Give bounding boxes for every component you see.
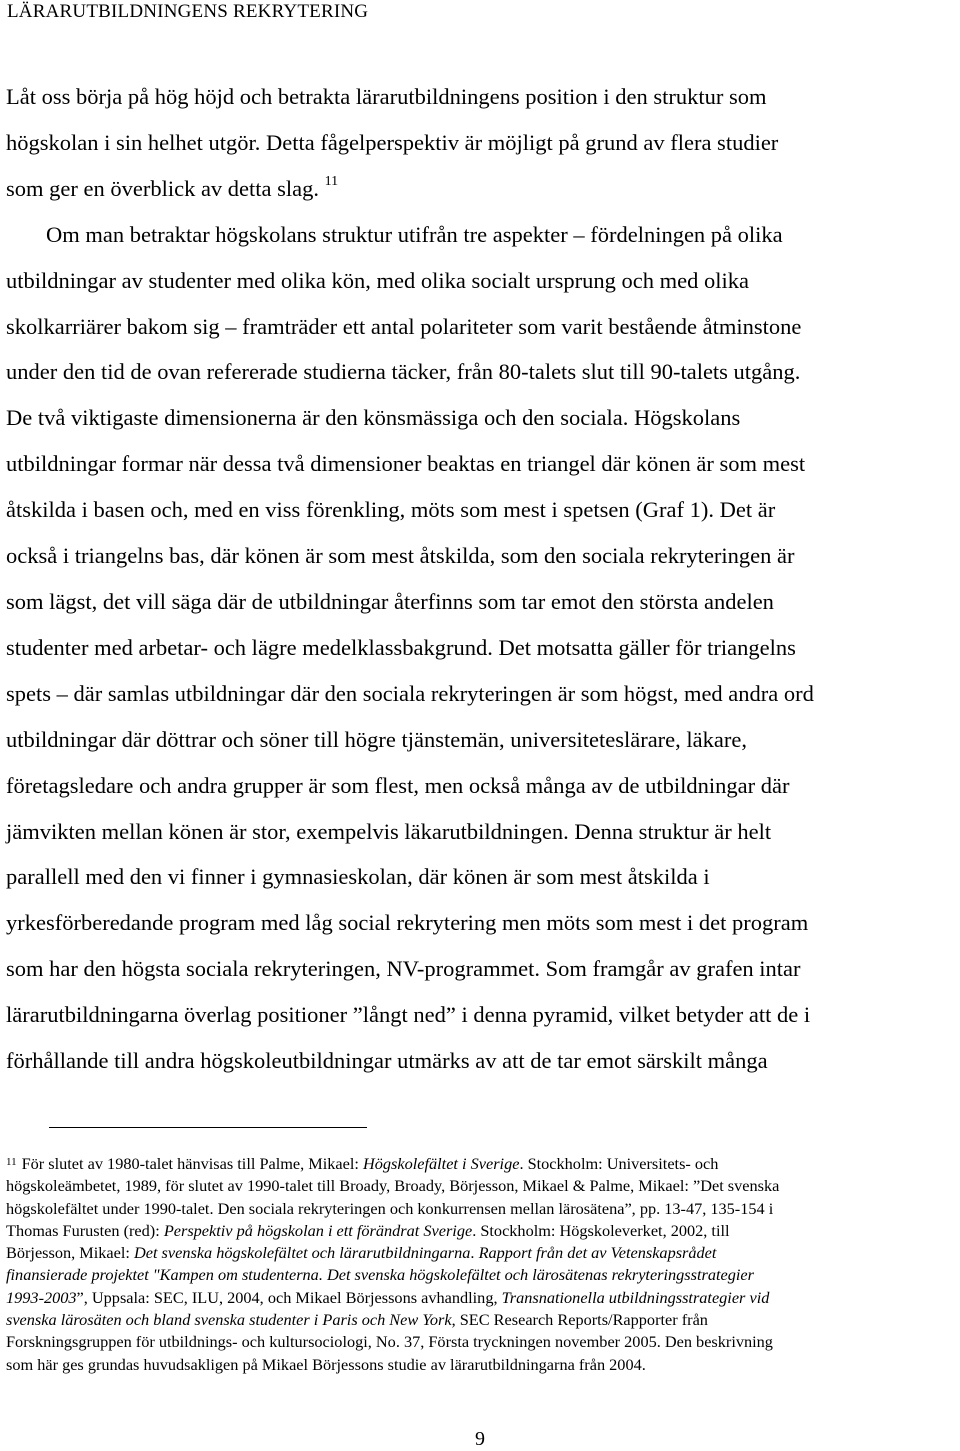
footnote-line: högskoleämbetet, 1989, för slutet av 1990-talet till Broady, Broady, Börjesson, Mikael & Palme, Mikael: ”Det svenska — [6, 1176, 780, 1196]
text-fragment: , SEC Research Reports/Rapporter från — [451, 1310, 708, 1330]
footnote-line — [6, 1309, 956, 1331]
book-title: Högskolefältet i Sverige — [363, 1154, 520, 1173]
text-fragment: ”, Uppsala: SEC, ILU, 2004, och Mikael Börjessons avhandling, — [76, 1287, 502, 1307]
thesis-title: Transnationella utbildningsstrategier vid — [501, 1287, 770, 1307]
text-line: förhållande till andra högskoleutbildningar utmärks av att de tar emot särskilt många — [6, 1048, 768, 1074]
text-fragment: . Stockholm: Högskoleverket, 2002, till — [472, 1220, 730, 1240]
text-line: högskolan i sin helhet utgör. Detta fågelperspektiv är möjligt på grund av flera studier — [6, 129, 779, 155]
book-title: Det svenska högskolefältet och lärarutbildningarna — [133, 1243, 471, 1263]
text-line: spets – där samlas utbildningar där den sociala rekryteringen är som högst, med andra ord — [6, 680, 814, 706]
text-line: företagsledare och andra grupper är som flest, men också många av de utbildningar där — [6, 772, 790, 798]
footnote-separator — [49, 1127, 367, 1128]
thesis-title: svenska lärosäten och bland svenska studenter i Paris och New York — [6, 1310, 452, 1330]
text-line: De två viktigaste dimensionerna är den könsmässiga och den sociala. Högskolans — [6, 405, 741, 431]
text-line: skolkarriärer bakom sig – framträder ett antal polariteter som varit bestående åtminstone — [6, 313, 802, 339]
text-line: också i triangelns bas, där könen är som mest åtskilda, som den sociala rekryteringen är — [6, 543, 795, 569]
footnote-line: Forskningsgruppen för utbildnings- och kultursociologi, No. 37, Första tryckningen november 2005. Den beskrivning — [6, 1332, 773, 1352]
report-title: finansierade projektet "Kampen om studenterna. Det svenska högskolefältet och lärosätenas rekryteringsstrategier — [6, 1265, 754, 1285]
footnote-line: som här ges grundas huvudsakligen på Mikael Börjessons studie av lärarutbildningarna från 2004. — [6, 1354, 646, 1374]
text-fragment: . — [470, 1243, 479, 1263]
text-line: utbildningar där döttrar och söner till högre tjänstemän, universiteteslärare, läkare, — [6, 726, 747, 752]
text-fragment: som ger en överblick av detta slag. — [6, 175, 320, 201]
footnote-line: högskolefältet under 1990-talet. Den sociala rekryteringen och konkurrensen mellan lärosätena”, pp. 13-47, 135-154 i — [6, 1198, 774, 1218]
text-fragment: Börjesson, Mikael: — [6, 1243, 134, 1263]
text-line: lärarutbildningarna överlag positioner ”långt ned” i denna pyramid, vilket betyder att de i — [6, 1002, 811, 1028]
text-line: utbildningar av studenter med olika kön, med olika socialt ursprung och med olika — [6, 267, 749, 293]
text-line: Låt oss börja på hög höjd och betrakta lärarutbildningens position i den struktur som — [6, 84, 767, 109]
footnote-line — [6, 1264, 956, 1286]
text-fragment: Thomas Furusten (red): — [6, 1220, 164, 1240]
footnote-mark: 11 — [6, 1156, 17, 1168]
report-title: 1993-2003 — [6, 1287, 77, 1307]
text-line: studenter med arbetar- och lägre medelklassbakgrund. Det motsatta gäller för triangelns — [6, 634, 796, 660]
text-line: åtskilda i basen och, med en viss förenkling, möts som mest i spetsen (Graf 1). Det är — [6, 497, 776, 523]
book-title: Perspektiv på högskolan i ett förändrat Sverige — [163, 1220, 473, 1240]
text-fragment: . Stockholm: Universitets- och — [519, 1154, 719, 1173]
footnote-line — [6, 1153, 956, 1175]
text-line: som har den högsta sociala rekryteringen, NV-programmet. Som framgår av grafen intar — [6, 956, 801, 982]
text-line: som lägst, det vill säga där de utbildningar återfinns som tar emot den största andelen — [6, 588, 774, 614]
text-line: parallell med den vi finner i gymnasieskolan, där könen är som mest åtskilda i — [6, 864, 710, 890]
footnote — [6, 1153, 956, 1376]
report-title: Rapport från det av Vetenskapsrådet — [478, 1243, 717, 1263]
footnote-line — [6, 1242, 956, 1264]
text-line: utbildningar formar när dessa två dimensioner beaktas en triangel där könen är som mest — [6, 451, 806, 477]
text-line — [6, 166, 954, 212]
paragraph-start-line: Om man betraktar högskolans struktur utifrån tre aspekter – fördelningen på olika — [46, 221, 783, 247]
text-line: yrkesförberedande program med låg social rekrytering men möts som mest i det program — [6, 910, 809, 936]
text-line: jämvikten mellan könen är stor, exempelvis läkarutbildningen. Denna struktur är helt — [6, 818, 772, 844]
running-header: LÄRARUTBILDNINGENS REKRYTERING — [7, 1, 369, 22]
text-fragment: För slutet av 1980-talet hänvisas till Palme, Mikael: — [21, 1154, 363, 1173]
footnote-reference[interactable]: 11 — [324, 174, 339, 190]
body-text — [6, 74, 954, 1084]
text-line: under den tid de ovan refererade studierna täcker, från 80-talets slut till 90-talets utgång. — [6, 359, 801, 385]
page-number: 9 — [475, 1428, 485, 1450]
footnote-line — [6, 1287, 956, 1309]
footnote-line — [6, 1220, 956, 1242]
